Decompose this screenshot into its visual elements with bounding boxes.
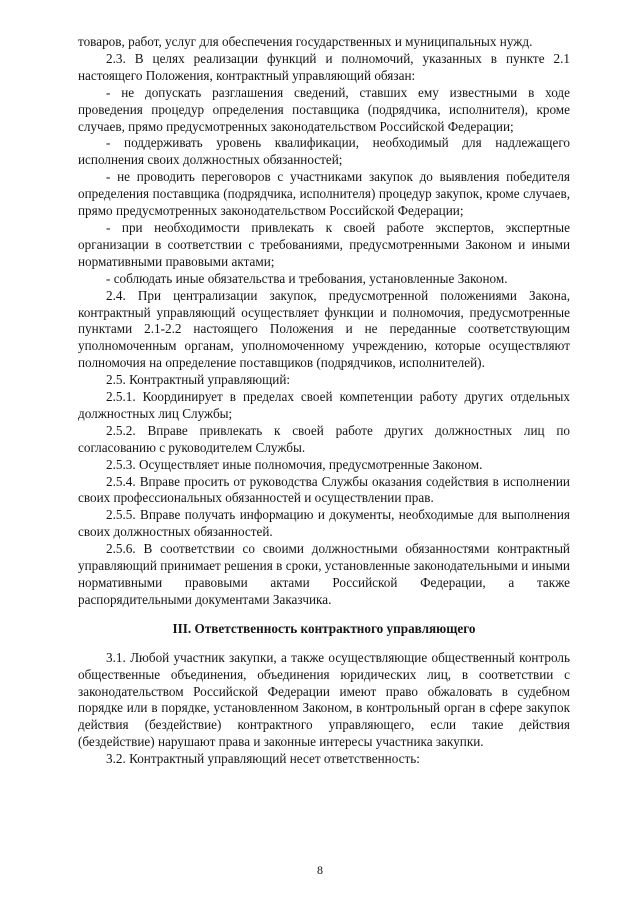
paragraph-2-5-2: 2.5.2. Вправе привлекать к своей работе других должностных лиц по согласованию с руководителем Службы.: [78, 422, 570, 455]
paragraph-2-5: 2.5. Контрактный управляющий:: [106, 372, 291, 388]
paragraph-2-5-1: 2.5.1. Координирует в пределах своей компетенции работу других отдельных должностных лиц Службы;: [78, 389, 570, 421]
list-item-negotiations: - не проводить переговоров с участниками закупок до выявления победителя определения поставщика (подрядчика, исполнителя) процедур закупок, кроме случаев, прямо предусмотренных законодательством Российской Федерации;: [78, 169, 570, 219]
paragraph-2-5-5: 2.5.5. Вправе получать информацию и документы, необходимые для выполнения своих должностных обязанностей.: [78, 507, 570, 540]
list-item-confidentiality: - не допускать разглашения сведений, ставших ему известными в ходе проведения процедур определения поставщика (подрядчика, исполнителя), кроме случаев, прямо предусмотренных законодательством Российской Федерации;: [78, 84, 570, 134]
list-item-qualification: - поддерживать уровень квалификации, необходимый для надлежащего исполнения своих должностных обязанностей;: [78, 135, 570, 168]
section-heading: III. Ответственность контрактного управляющего: [172, 620, 476, 636]
page-number: 8: [317, 863, 323, 877]
paragraph-3-2: 3.2. Контрактный управляющий несет ответственность:: [106, 751, 420, 767]
paragraph-2-5-3: 2.5.3. Осуществляет иные полномочия, предусмотренные Законом.: [106, 456, 483, 472]
paragraph-2-5-6: 2.5.6. В соответствии со своими должностными обязанностями контрактный управляющий принимает решения в сроки, установленные законодательными и иными нормативными правовыми актами Российской Федерации, а также распорядительными документами Заказчика.: [78, 541, 570, 607]
paragraph-3-1: 3.1. Любой участник закупки, а также осуществляющие общественный контроль общественные объединения, объединения юридических лиц, в соответствии с законодательством Российской Федерации имеют право обжаловать в судебном порядке или в порядке, установленном Законом, в контрольный орган в сфере закупок действия (бездействие) контрактного управляющего, если такие действия (бездействие) нарушают права и законные интересы участника закупки.: [78, 649, 570, 750]
paragraph-2-3: 2.3. В целях реализации функций и полномочий, указанных в пункте 2.1 настоящего Положения, контрактный управляющий обязан:: [78, 50, 570, 83]
paragraph-2-4: 2.4. При централизации закупок, предусмотренной положениями Закона, контрактный управляющий осуществляет функции и полномочия, предусмотренные пунктами 2.1-2.2 настоящего Положения и не переданные соответствующим уполномоченным органам, уполномоченному учреждению, которые осуществляют полномочия на определение поставщиков (подрядчиков, исполнителей).: [78, 287, 570, 371]
paragraph-continuation: товаров, работ, услуг для обеспечения государственных и муниципальных нужд.: [78, 34, 533, 49]
document-page: [78, 34, 570, 768]
list-item-experts: - при необходимости привлекать к своей работе экспертов, экспертные организации в соответствии с требованиями, предусмотренными Законом и иными нормативными правовыми актами;: [78, 219, 570, 269]
paragraph-2-5-4: 2.5.4. Вправе просить от руководства Службы оказания содействия в исполнении своих профессиональных обязанностей и осуществлении прав.: [78, 473, 570, 506]
list-item-obligations: - соблюдать иные обязательства и требования, установленные Законом.: [106, 270, 508, 286]
